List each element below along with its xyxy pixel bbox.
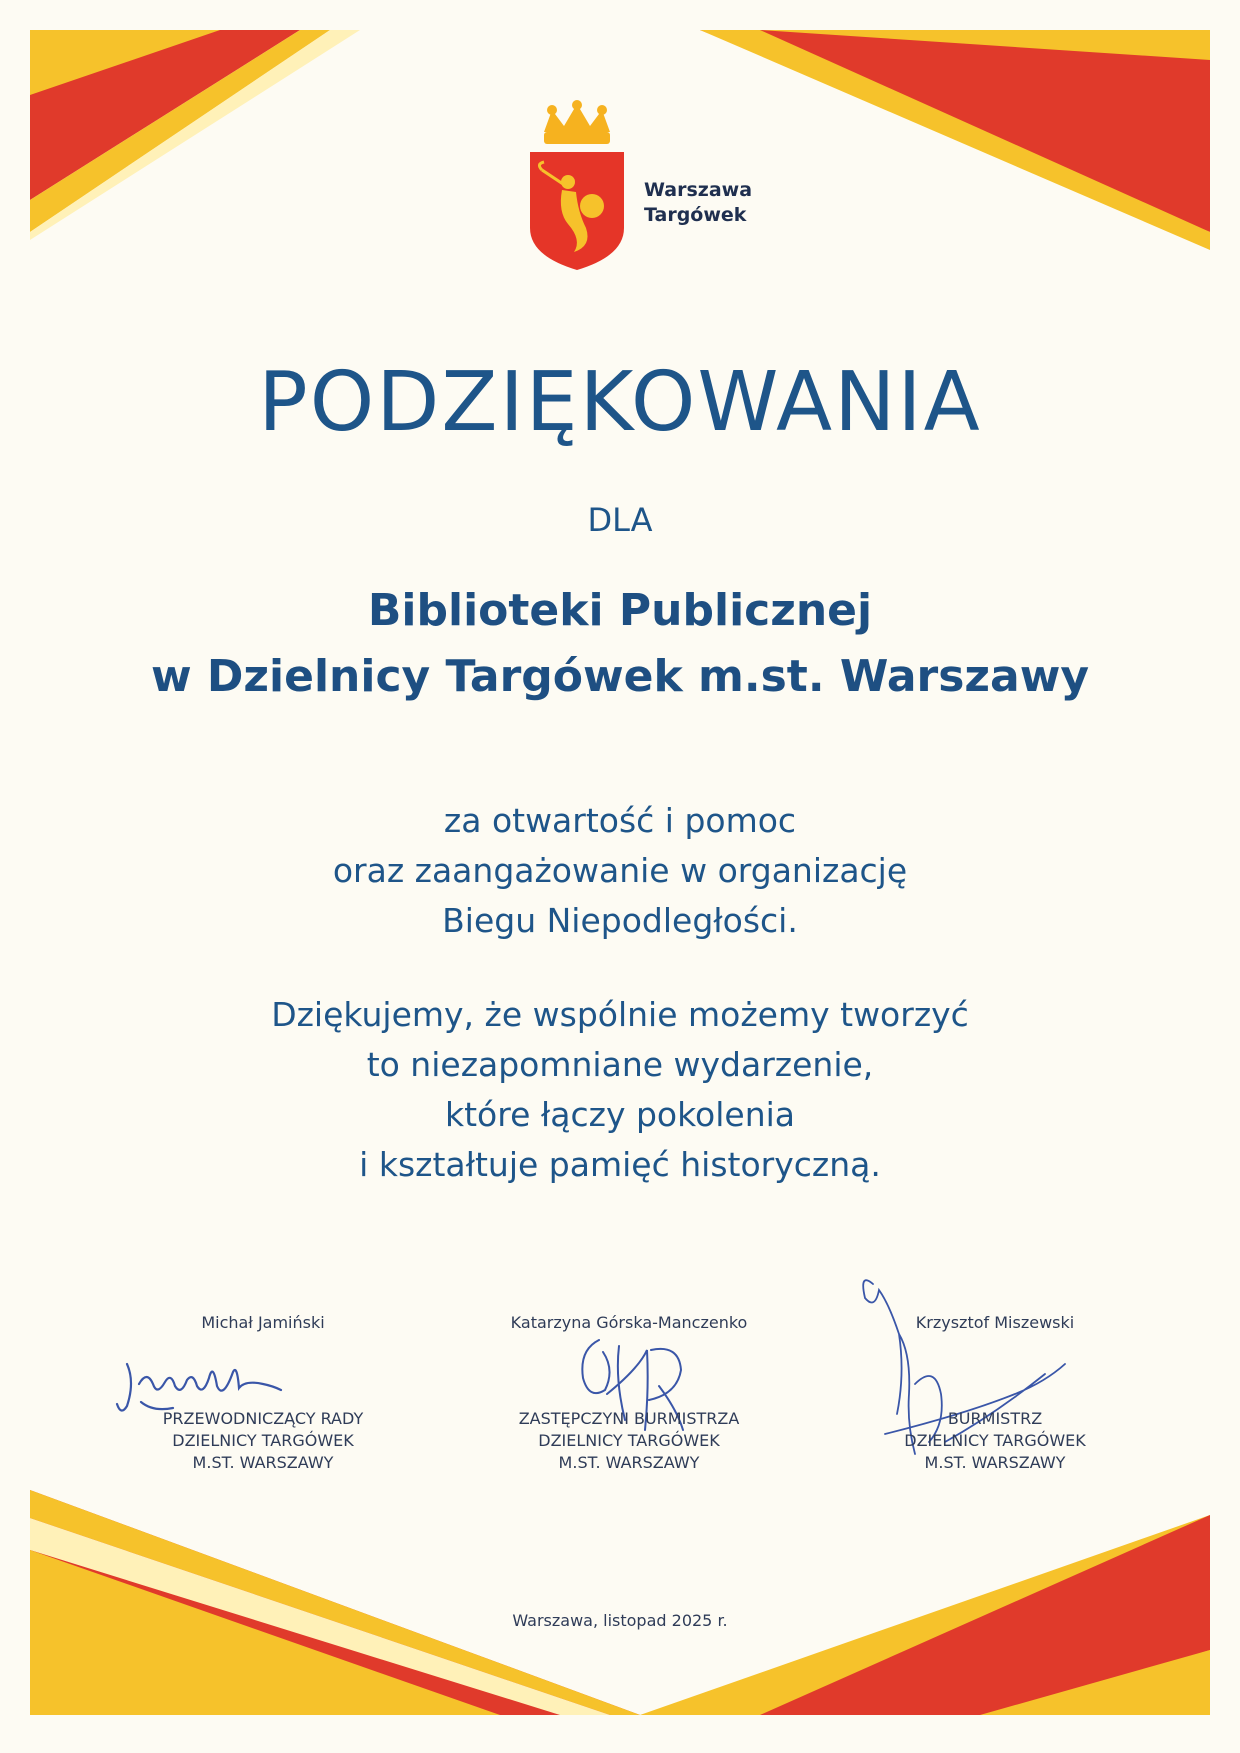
signatory-title-line: DZIELNICY TARGÓWEK — [538, 1431, 720, 1450]
thanks-line: i kształtuje pamięć historyczną. — [359, 1145, 881, 1184]
signature-block-chairman — [83, 1312, 443, 1472]
reason-line: oraz zaangażowanie w organizację — [332, 851, 908, 890]
recipient-line: w Dzielnicy Targówek m.st. Warszawy — [150, 651, 1090, 702]
signatory-title — [83, 1408, 443, 1474]
signatory-name: Katarzyna Górska-Manczenko — [510, 1313, 748, 1332]
recipient-line: Biblioteki Publicznej — [367, 585, 873, 636]
signatory-title — [449, 1408, 809, 1474]
reason-line: Biegu Niepodległości. — [442, 901, 798, 940]
certificate-title: PODZIĘKOWANIA — [258, 355, 982, 450]
recipient-name — [0, 578, 1240, 710]
certificate-subtitle: DLA — [587, 501, 653, 539]
signatory-title-line: BURMISTRZ — [947, 1409, 1043, 1428]
thanks-line: które łączy pokolenia — [445, 1095, 795, 1134]
signatory-title-line: M.ST. WARSZAWY — [924, 1453, 1066, 1472]
signature-block-deputy-mayor — [449, 1312, 809, 1472]
signatory-title-line: ZASTĘPCZYNI BURMISTRZA — [518, 1409, 740, 1428]
brand-city: Warszawa — [644, 179, 753, 201]
reason-text — [0, 796, 1240, 946]
signatory-title-line: DZIELNICY TARGÓWEK — [904, 1431, 1086, 1450]
district-brand — [644, 178, 752, 228]
signatory-title-line: M.ST. WARSZAWY — [558, 1453, 700, 1472]
thanks-line: to niezapomniane wydarzenie, — [366, 1045, 874, 1084]
signatory-name: Michał Jamiński — [201, 1313, 325, 1332]
brand-district: Targówek — [644, 204, 747, 226]
signatory-title-line: M.ST. WARSZAWY — [192, 1453, 334, 1472]
issue-date: Warszawa, listopad 2025 r. — [512, 1611, 728, 1630]
warsaw-mermaid-crest-icon — [522, 100, 632, 272]
signatory-title — [815, 1408, 1175, 1474]
signature-block-mayor — [815, 1312, 1175, 1472]
signatory-name: Krzysztof Miszewski — [915, 1313, 1075, 1332]
thanks-line: Dziękujemy, że wspólnie możemy tworzyć — [271, 995, 969, 1034]
thanks-text — [0, 990, 1240, 1190]
reason-line: za otwartość i pomoc — [443, 801, 797, 840]
signatory-title-line: PRZEWODNICZĄCY RADY — [162, 1409, 364, 1428]
signatory-title-line: DZIELNICY TARGÓWEK — [172, 1431, 354, 1450]
